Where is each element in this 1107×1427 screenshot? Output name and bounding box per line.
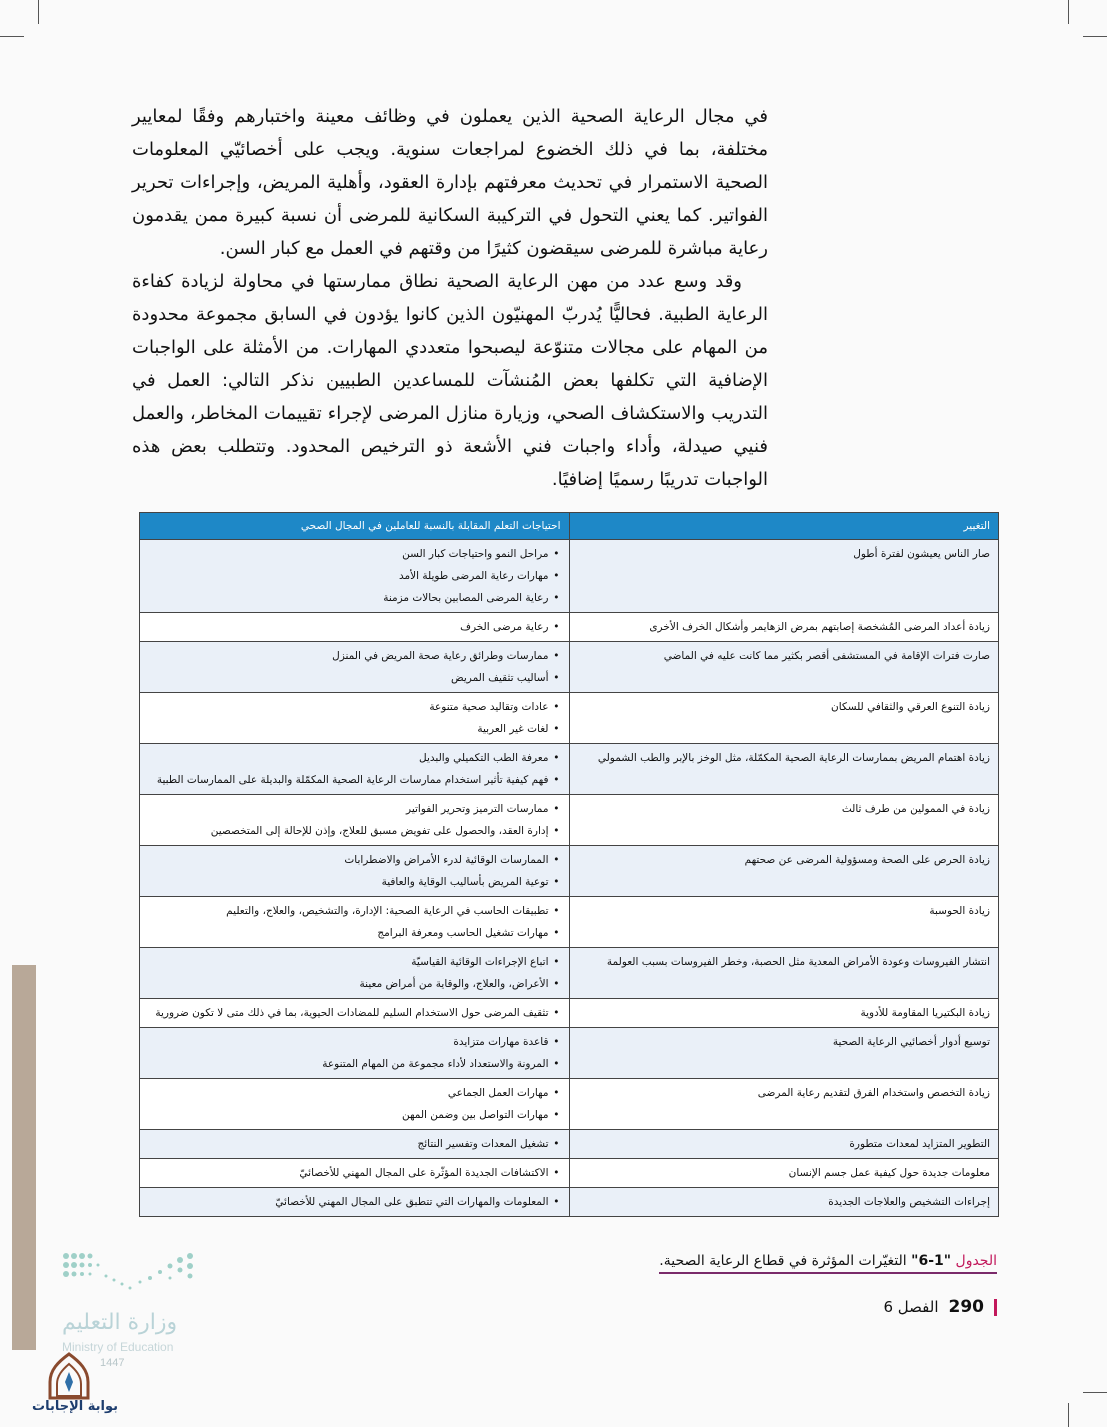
needs-cell bbox=[140, 948, 570, 999]
list-item: • المعلومات والمهارات التي تتطبق على المجال المهني للأخصائيّ bbox=[148, 1191, 549, 1213]
caption-text: التغيّرات المؤثرة في قطاع الرعاية الصحية. bbox=[659, 1253, 907, 1269]
table-row bbox=[140, 693, 999, 744]
table-caption bbox=[659, 1253, 997, 1274]
needs-list bbox=[148, 747, 561, 791]
needs-cell bbox=[140, 642, 570, 693]
list-item: • مهارات رعاية المرضى طويلة الأمد bbox=[148, 565, 549, 587]
list-item: • تثقيف المرضى حول الاستخدام السليم للمضادات الحيوية، بما في ذلك متى لا تكون ضرورية bbox=[148, 1002, 549, 1024]
table-row bbox=[140, 897, 999, 948]
needs-cell bbox=[140, 897, 570, 948]
needs-cell bbox=[140, 1130, 570, 1159]
change-cell: التطوير المتزايد لمعدات متطورة bbox=[569, 1130, 999, 1159]
list-item: • ممارسات وطرائق رعاية صحة المريض في المنزل bbox=[148, 645, 549, 667]
needs-cell bbox=[140, 540, 570, 613]
crop-mark bbox=[1083, 36, 1107, 37]
list-item: • لغات غير العربية bbox=[148, 718, 549, 740]
portal-name: بوابة الإجابات bbox=[32, 1399, 118, 1414]
paragraph: وقد وسع عدد من مهن الرعاية الصحية نطاق ممارستها في محاولة لزيادة كفاءة الرعاية الطبية. فحاليًّا يُدربّ المهنيّون الذين كانوا يؤدون في السابق مجموعة محدودة من المهام على مجالات متنوّعة ليصبحوا متعددي المهارات. من الأمثلة على الواجبات الإضافية التي تكلفها بعض المُنشآت للمساعدين الطبيين نذكر التالي: العمل في التدريب والاستكشاف الصحي، وزيارة منازل المرضى لإجراء تقييمات المخاطر، والعمل فنيي صيدلة، وأداء واجبات فني الأشعة ذو الترخيص المحدود. وتتطلب بعض هذه الواجبات تدريبًا رسميًا إضافيًا. bbox=[132, 271, 768, 490]
table-row bbox=[140, 846, 999, 897]
page-footer bbox=[883, 1297, 997, 1317]
table-row bbox=[140, 1079, 999, 1130]
caption-number: "1-6" bbox=[911, 1253, 952, 1269]
list-item: • رعاية المرضى المصابين بحالات مزمنة bbox=[148, 587, 549, 609]
needs-list bbox=[148, 1002, 561, 1024]
change-cell: زيادة في الممولين من طرف ثالث bbox=[569, 795, 999, 846]
needs-list bbox=[148, 849, 561, 893]
needs-cell bbox=[140, 693, 570, 744]
list-item: • رعاية مرضى الخرف bbox=[148, 616, 549, 638]
change-cell: زيادة الحوسبة bbox=[569, 897, 999, 948]
portal-mosque-icon bbox=[44, 1352, 94, 1400]
list-item: • الممارسات الوقائية لدرء الأمراض والاضطرابات bbox=[148, 849, 549, 871]
list-item: • الأعراض، والعلاج، والوقاية من أمراض معينة bbox=[148, 973, 549, 995]
change-cell: صارت فترات الإقامة في المستشفى أقصر بكثير مما كانت عليه في الماضي bbox=[569, 642, 999, 693]
change-cell: زيادة أعداد المرضى المُشخصة إصابتهم بمرض الزهايمر وأشكال الخرف الأخرى bbox=[569, 613, 999, 642]
needs-list bbox=[148, 1133, 561, 1155]
ministry-logo-icon bbox=[62, 1252, 198, 1296]
list-item: • إدارة العقد، والحصول على تفويض مسبق للعلاج، وإذن للإحالة إلى المتخصصين bbox=[148, 820, 549, 842]
changes-table bbox=[139, 512, 999, 1217]
needs-cell bbox=[140, 1188, 570, 1217]
change-cell: زيادة التنوع العرقي والثقافي للسكان bbox=[569, 693, 999, 744]
change-cell: معلومات جديدة حول كيفية عمل جسم الإنسان bbox=[569, 1159, 999, 1188]
table-row bbox=[140, 795, 999, 846]
list-item: • قاعدة مهارات متزايدة bbox=[148, 1031, 549, 1053]
body-text bbox=[132, 100, 768, 496]
change-cell: توسيع أدوار أخصائيي الرعاية الصحية bbox=[569, 1028, 999, 1079]
table-row bbox=[140, 1159, 999, 1188]
crop-mark bbox=[1068, 0, 1069, 24]
table-row bbox=[140, 744, 999, 795]
list-item: • فهم كيفية تأثير استخدام ممارسات الرعاية الصحية المكمّلة والبديلة على الممارسات الطبية bbox=[148, 769, 549, 791]
needs-list bbox=[148, 543, 561, 609]
list-item: • اتباع الإجراءات الوقائية القياسيّة bbox=[148, 951, 549, 973]
change-cell: إجراءات التشخيص والعلاجات الجديدة bbox=[569, 1188, 999, 1217]
needs-list bbox=[148, 616, 561, 638]
needs-list bbox=[148, 1031, 561, 1075]
needs-cell bbox=[140, 999, 570, 1028]
needs-cell bbox=[140, 613, 570, 642]
table-row bbox=[140, 1130, 999, 1159]
ministry-name-english: Ministry of Education bbox=[62, 1340, 174, 1354]
ministry-year: 1447 bbox=[100, 1357, 125, 1369]
table-header-row bbox=[140, 513, 999, 540]
paragraph: في مجال الرعاية الصحية الذين يعملون في وظائف معينة واختبارهم وفقًا لمعايير مختلفة، بما في ذلك الخضوع لمراجعات سنوية. ويجب على أخصائيّي المعلومات الصحية الاستمرار في تحديث معرفتهم بإدارة العقود، وأهلية المريض، وإجراءات تحرير الفواتير. كما يعني التحول في التركيبة السكانية للمرضى أن نسبة كبيرة ممن يقدمون رعاية مباشرة للمرضى سيقضون كثيرًا من وقتهم في العمل مع كبار السن. bbox=[132, 106, 768, 259]
change-cell: زيادة التخصص واستخدام الفرق لتقديم رعاية المرضى bbox=[569, 1079, 999, 1130]
list-item: • مهارات العمل الجماعي bbox=[148, 1082, 549, 1104]
needs-list bbox=[148, 900, 561, 944]
table-row bbox=[140, 642, 999, 693]
table-body bbox=[140, 540, 999, 1217]
header-needs: احتياجات التعلم المقابلة بالنسبة للعاملين في المجال الصحي bbox=[140, 513, 570, 540]
needs-list bbox=[148, 1162, 561, 1184]
list-item: • عادات وتقاليد صحية متنوعة bbox=[148, 696, 549, 718]
change-cell: زيادة اهتمام المريض بممارسات الرعاية الصحية المكمّلة، مثل الوخز بالإبر والطب الشمولي bbox=[569, 744, 999, 795]
change-cell: انتشار الفيروسات وعودة الأمراض المعدية مثل الحصبة، وخطر الفيروسات بسبب العولمة bbox=[569, 948, 999, 999]
list-item: • ممارسات الترميز وتحرير الفواتير bbox=[148, 798, 549, 820]
list-item: • أساليب تثقيف المريض bbox=[148, 667, 549, 689]
list-item: • مهارات التواصل بين وضمن المهن bbox=[148, 1104, 549, 1126]
needs-list bbox=[148, 696, 561, 740]
page-number: 290 bbox=[948, 1297, 984, 1317]
table-row bbox=[140, 1028, 999, 1079]
list-item: • تشغيل المعدات وتفسير النتائج bbox=[148, 1133, 549, 1155]
footer-accent-bar bbox=[994, 1299, 997, 1316]
ministry-name-arabic: وزارة التعليم bbox=[62, 1310, 178, 1335]
crop-mark bbox=[38, 0, 39, 24]
header-change: التغيير bbox=[569, 513, 999, 540]
needs-cell bbox=[140, 795, 570, 846]
page-edge-strip bbox=[12, 965, 36, 1350]
needs-list bbox=[148, 951, 561, 995]
needs-cell bbox=[140, 1079, 570, 1130]
change-cell: زيادة الحرص على الصحة ومسؤولية المرضى عن صحتهم bbox=[569, 846, 999, 897]
change-cell: زيادة البكتيريا المقاومة للأدوية bbox=[569, 999, 999, 1028]
list-item: • توعية المريض بأساليب الوقاية والعافية bbox=[148, 871, 549, 893]
needs-cell bbox=[140, 1159, 570, 1188]
list-item: • الاكتشافات الجديدة المؤثّرة على المجال المهني للأخصائيّ bbox=[148, 1162, 549, 1184]
chapter-label: الفصل 6 bbox=[883, 1298, 939, 1316]
needs-cell bbox=[140, 744, 570, 795]
list-item: • مهارات تشغيل الحاسب ومعرفة البرامج bbox=[148, 922, 549, 944]
change-cell: صار الناس يعيشون لفترة أطول bbox=[569, 540, 999, 613]
list-item: • مراحل النمو واحتياجات كبار السن bbox=[148, 543, 549, 565]
crop-mark bbox=[0, 36, 24, 37]
crop-mark bbox=[1083, 1392, 1107, 1393]
needs-list bbox=[148, 645, 561, 689]
list-item: • معرفة الطب التكميلي والبديل bbox=[148, 747, 549, 769]
needs-list bbox=[148, 1082, 561, 1126]
needs-cell bbox=[140, 846, 570, 897]
needs-cell bbox=[140, 1028, 570, 1079]
table-row bbox=[140, 613, 999, 642]
needs-list bbox=[148, 798, 561, 842]
list-item: • المرونة والاستعداد لأداء مجموعة من المهام المتنوعة bbox=[148, 1053, 549, 1075]
table-row bbox=[140, 999, 999, 1028]
list-item: • تطبيقات الحاسب في الرعاية الصحية: الإدارة، والتشخيص، والعلاج، والتعليم bbox=[148, 900, 549, 922]
caption-label: الجدول bbox=[955, 1253, 997, 1269]
needs-list bbox=[148, 1191, 561, 1213]
table-row bbox=[140, 540, 999, 613]
table-row bbox=[140, 948, 999, 999]
crop-mark bbox=[1068, 1403, 1069, 1427]
table-row bbox=[140, 1188, 999, 1217]
